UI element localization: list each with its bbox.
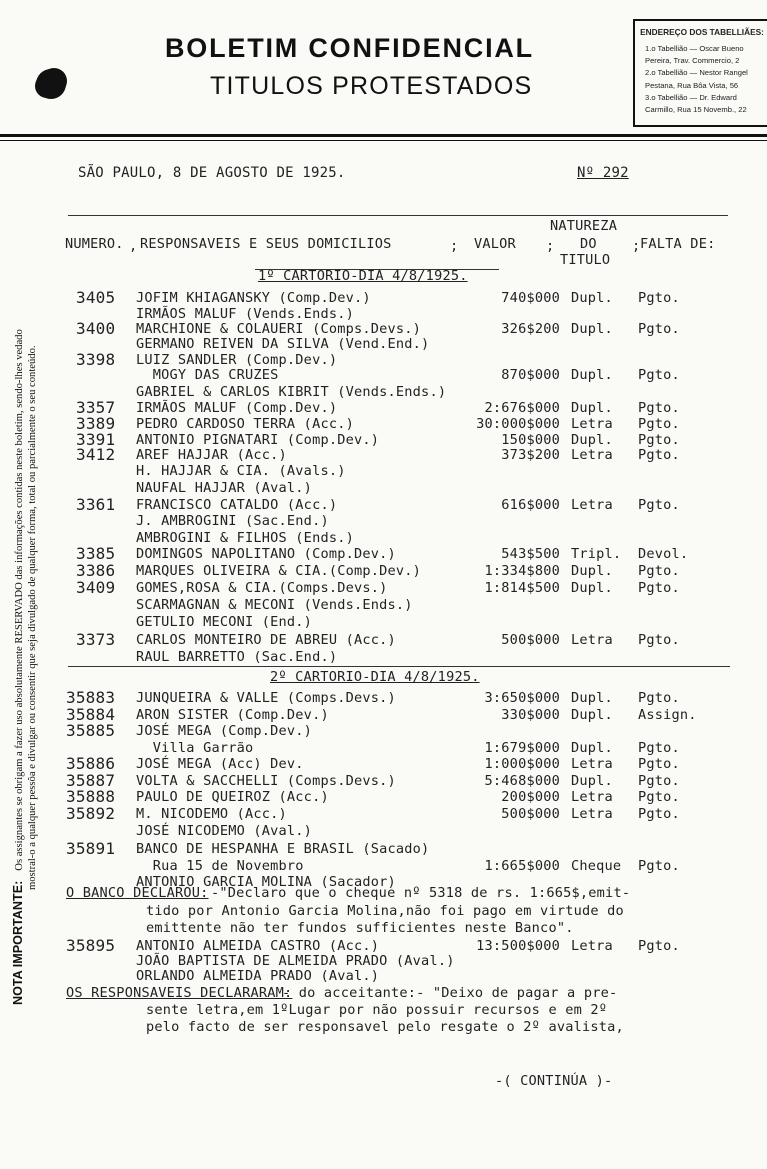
row-natureza: Dupl.: [571, 707, 613, 723]
row-falta: Pgto.: [638, 497, 680, 513]
row-natureza: Dupl.: [571, 367, 613, 383]
address-box: [633, 19, 767, 127]
row-responsavel: PAULO DE QUEIROZ (Acc.): [136, 789, 329, 805]
row-falta: Pgto.: [638, 773, 680, 789]
row-responsavel: NAUFAL HAJJAR (Aval.): [136, 480, 313, 496]
bulletin-title: BOLETIM CONFIDENCIAL: [165, 33, 534, 63]
row-number: 3373: [76, 630, 116, 649]
row-valor: 326$200: [501, 321, 560, 337]
row-valor: 373$200: [501, 447, 560, 463]
row-natureza: Letra: [571, 756, 613, 772]
row-falta: Pgto.: [638, 432, 680, 448]
row-falta: Assign.: [638, 707, 697, 723]
row-number: 3398: [76, 350, 116, 369]
row-falta: Pgto.: [638, 740, 680, 756]
resp-note-label: OS RESPONSAVEIS DECLARARAM:: [66, 985, 293, 1001]
row-responsavel: LUIZ SANDLER (Comp.Dev.): [136, 352, 338, 368]
row-responsavel: AREF HAJJAR (Acc.): [136, 447, 287, 463]
col-separator: ;: [632, 238, 641, 254]
side-notice-label: NOTA IMPORTANTE:: [11, 880, 25, 1005]
row-valor: 3:650$000: [484, 690, 560, 706]
row-natureza: Cheque: [571, 858, 622, 874]
header-rule-thin: [0, 140, 767, 141]
row-valor: 870$000: [501, 367, 560, 383]
row-number: 35883: [66, 688, 116, 707]
row-responsavel: JOSÉ NICODEMO (Aval.): [136, 823, 313, 839]
section-rule: [68, 666, 730, 667]
address-line: Pereira, Trav. Commercio, 2: [645, 56, 740, 66]
ink-blot: [36, 69, 66, 99]
col-header-falta: FALTA DE:: [640, 236, 716, 252]
row-valor: 1:665$000: [484, 858, 560, 874]
row-natureza: Letra: [571, 497, 613, 513]
address-line: 1.o Tabellião — Oscar Bueno: [645, 44, 744, 53]
row-number: 35892: [66, 804, 116, 823]
resp-note-line2: sente letra,em 1ºLugar por não possuir recursos e em 2º: [146, 1002, 608, 1018]
side-notice: [12, 329, 39, 1005]
row-valor: 616$000: [501, 497, 560, 513]
col-separator: ;: [450, 238, 459, 254]
row-falta: Pgto.: [638, 756, 680, 772]
row-number: 3385: [76, 544, 116, 563]
row-responsavel: PEDRO CARDOSO TERRA (Acc.): [136, 416, 354, 432]
row-falta: Pgto.: [638, 806, 680, 822]
row-responsavel: RAUL BARRETTO (Sac.End.): [136, 649, 338, 665]
row-natureza: Dupl.: [571, 773, 613, 789]
row-natureza: Dupl.: [571, 740, 613, 756]
row-falta: Pgto.: [638, 858, 680, 874]
row-natureza: Dupl.: [571, 563, 613, 579]
row-falta: Pgto.: [638, 400, 680, 416]
row-falta: Pgto.: [638, 367, 680, 383]
row-responsavel: M. NICODEMO (Acc.): [136, 806, 287, 822]
row-valor: 30:000$000: [476, 416, 560, 432]
row-responsavel: MOGY DAS CRUZES: [136, 367, 279, 383]
row-valor: 543$500: [501, 546, 560, 562]
row-number: 35888: [66, 787, 116, 806]
resp-note-line3: pelo facto de ser responsavel pelo resgate o 2º avalista,: [146, 1019, 624, 1035]
address-line: 2.o Tabellião — Nestor Rangel: [645, 68, 748, 78]
row-responsavel: H. HAJJAR & CIA. (Avals.): [136, 463, 346, 479]
row-falta: Pgto.: [638, 321, 680, 337]
row-falta: Pgto.: [638, 447, 680, 463]
row-natureza: Letra: [571, 447, 613, 463]
row-natureza: Dupl.: [571, 580, 613, 596]
dateline: SÃO PAULO, 8 DE AGOSTO DE 1925.: [78, 165, 346, 181]
row-responsavel: ANTONIO ALMEIDA CASTRO (Acc.): [136, 938, 380, 954]
row-valor: 200$000: [501, 789, 560, 805]
row-responsavel: JOSÉ MEGA (Acc) Dev.: [136, 756, 304, 772]
row-responsavel: Villa Garrão: [136, 740, 254, 756]
row-natureza: Dupl.: [571, 690, 613, 706]
row-responsavel: JOSÉ MEGA (Comp.Dev.): [136, 723, 313, 739]
section-heading-2: 2º CARTORIO-DIA 4/8/1925.: [270, 669, 480, 685]
row-number: 3412: [76, 445, 116, 464]
row-responsavel: CARLOS MONTEIRO DE ABREU (Acc.): [136, 632, 396, 648]
row-falta: Devol.: [638, 546, 689, 562]
row-valor: 1:814$500: [484, 580, 560, 596]
row-natureza: Dupl.: [571, 321, 613, 337]
row-responsavel: J. AMBROGINI (Sac.End.): [136, 513, 329, 529]
row-natureza: Letra: [571, 789, 613, 805]
row-responsavel: MARQUES OLIVEIRA & CIA.(Comp.Dev.): [136, 563, 422, 579]
row-responsavel: AMBROGINI & FILHOS (Ends.): [136, 530, 354, 546]
row-number: 3405: [76, 288, 116, 307]
row-responsavel: Rua 15 de Novembro: [136, 858, 304, 874]
row-valor: 740$000: [501, 290, 560, 306]
row-valor: 1:334$800: [484, 563, 560, 579]
col-header-responsaveis: RESPONSAVEIS E SEUS DOMICILIOS: [140, 236, 392, 252]
row-responsavel: SCARMAGNAN & MECONI (Vends.Ends.): [136, 597, 413, 613]
row-number: 3361: [76, 495, 116, 514]
row-falta: Pgto.: [638, 580, 680, 596]
row-natureza: Letra: [571, 632, 613, 648]
row-valor: 500$000: [501, 806, 560, 822]
row-falta: Pgto.: [638, 563, 680, 579]
col-header-do: DO: [580, 236, 597, 252]
bulletin-subtitle: TITULOS PROTESTADOS: [210, 72, 533, 100]
row-natureza: Dupl.: [571, 290, 613, 306]
row-responsavel: JOÃO BAPTISTA DE ALMEIDA PRADO (Aval.): [136, 953, 455, 969]
col-header-numero: NUMERO.: [65, 236, 124, 252]
row-number: 3386: [76, 561, 116, 580]
side-notice-line1: Os assignantes se obrigam a fazer uso absolutamente RESERVADO das informações contidas neste boletim, sendo-lhes vedado: [14, 329, 25, 871]
row-valor: 1:000$000: [484, 756, 560, 772]
row-valor: 330$000: [501, 707, 560, 723]
row-falta: Pgto.: [638, 290, 680, 306]
header-rule: [0, 134, 767, 137]
col-header-natureza: NATUREZA: [550, 218, 618, 234]
row-natureza: Letra: [571, 416, 613, 432]
row-falta: Pgto.: [638, 690, 680, 706]
row-falta: Pgto.: [638, 632, 680, 648]
row-valor: 1:679$000: [484, 740, 560, 756]
row-responsavel: FRANCISCO CATALDO (Acc.): [136, 497, 338, 513]
row-falta: Pgto.: [638, 416, 680, 432]
row-number: 35887: [66, 771, 116, 790]
address-line: Carmillo, Rua 15 Novemb., 22: [645, 105, 747, 115]
row-responsavel: ANTONIO PIGNATARI (Comp.Dev.): [136, 432, 380, 448]
bulletin-number: Nº 292: [577, 165, 629, 181]
row-valor: 150$000: [501, 432, 560, 448]
row-number: 35886: [66, 754, 116, 773]
row-responsavel: GETULIO MECONI (End.): [136, 614, 313, 630]
row-responsavel: DOMINGOS NAPOLITANO (Comp.Dev.): [136, 546, 396, 562]
side-notice-line2: mostral-o a qualquer pessôa e divulgar ou consentir que seja divulgado de qualquer forma, total ou parcialmente o seu conteúdo.: [27, 345, 38, 890]
row-responsavel: MARCHIONE & COLAUERI (Comps.Devs.): [136, 321, 422, 337]
row-responsavel: JOFIM KHIAGANSKY (Comp.Dev.): [136, 290, 371, 306]
bank-note-line3: emittente não ter fundos sufficientes neste Banco".: [146, 920, 574, 936]
row-number: 35891: [66, 839, 116, 858]
row-natureza: Dupl.: [571, 432, 613, 448]
bank-note-label: O BANCO DECLAROU:: [66, 885, 209, 901]
continua-marker: -( CONTINÚA )-: [495, 1073, 613, 1089]
col-header-titulo: TITULO: [560, 252, 611, 268]
row-valor: 500$000: [501, 632, 560, 648]
row-responsavel: ANTONIO GARCIA MOLINA (Sacador): [136, 874, 396, 890]
row-falta: Pgto.: [638, 938, 680, 954]
row-responsavel: ARON SISTER (Comp.Dev.): [136, 707, 329, 723]
row-number: 3389: [76, 414, 116, 433]
col-header-valor: VALOR: [474, 236, 516, 252]
row-natureza: Tripl.: [571, 546, 622, 562]
row-natureza: Letra: [571, 806, 613, 822]
col-separator: ;: [546, 238, 555, 254]
row-number: 3357: [76, 398, 116, 417]
row-number: 3400: [76, 319, 116, 338]
row-responsavel: IRMÃOS MALUF (Vends.Ends.): [136, 306, 354, 322]
address-line: 3.o Tabellião — Dr. Edward: [645, 92, 737, 102]
row-responsavel: JUNQUEIRA & VALLE (Comps.Devs.): [136, 690, 396, 706]
row-number: 3391: [76, 430, 116, 449]
row-falta: Pgto.: [638, 789, 680, 805]
row-responsavel: BANCO DE HESPANHA E BRASIL (Sacado): [136, 841, 430, 857]
row-natureza: Letra: [571, 938, 613, 954]
row-valor: 2:676$000: [484, 400, 560, 416]
row-natureza: Dupl.: [571, 400, 613, 416]
row-responsavel: GERMANO REIVEN DA SILVA (Vend.End.): [136, 336, 430, 352]
row-number: 3409: [76, 578, 116, 597]
bank-note-line1: -"Declaro que o cheque nº 5318 de rs. 1:665$,emit-: [211, 885, 631, 901]
table-top-rule: [68, 215, 728, 216]
row-responsavel: IRMÃOS MALUF (Comp.Dev.): [136, 400, 338, 416]
address-box-title: ENDEREÇO DOS TABELLIÃES:: [640, 27, 764, 37]
row-responsavel: GABRIEL & CARLOS KIBRIT (Vends.Ends.): [136, 384, 447, 400]
col-separator: ,: [129, 238, 138, 254]
row-responsavel: GOMES,ROSA & CIA.(Comps.Devs.): [136, 580, 388, 596]
row-number: 35884: [66, 705, 116, 724]
row-valor: 5:468$000: [484, 773, 560, 789]
address-line: Pestana, Rua Bôa Vista, 56: [645, 80, 739, 90]
row-responsavel: ORLANDO ALMEIDA PRADO (Aval.): [136, 968, 380, 984]
row-valor: 13:500$000: [476, 938, 560, 954]
row-responsavel: VOLTA & SACCHELLI (Comps.Devs.): [136, 773, 396, 789]
row-number: 35895: [66, 936, 116, 955]
section-heading-1: 1º CARTORIO-DIA 4/8/1925.: [258, 268, 468, 284]
address-lines: [645, 43, 748, 116]
row-number: 35885: [66, 721, 116, 740]
bank-note-line2: tido por Antonio Garcia Molina,não foi pago em virtude do: [146, 903, 624, 919]
resp-note-line1: - do acceitante:- "Deixo de pagar a pre-: [282, 985, 618, 1001]
